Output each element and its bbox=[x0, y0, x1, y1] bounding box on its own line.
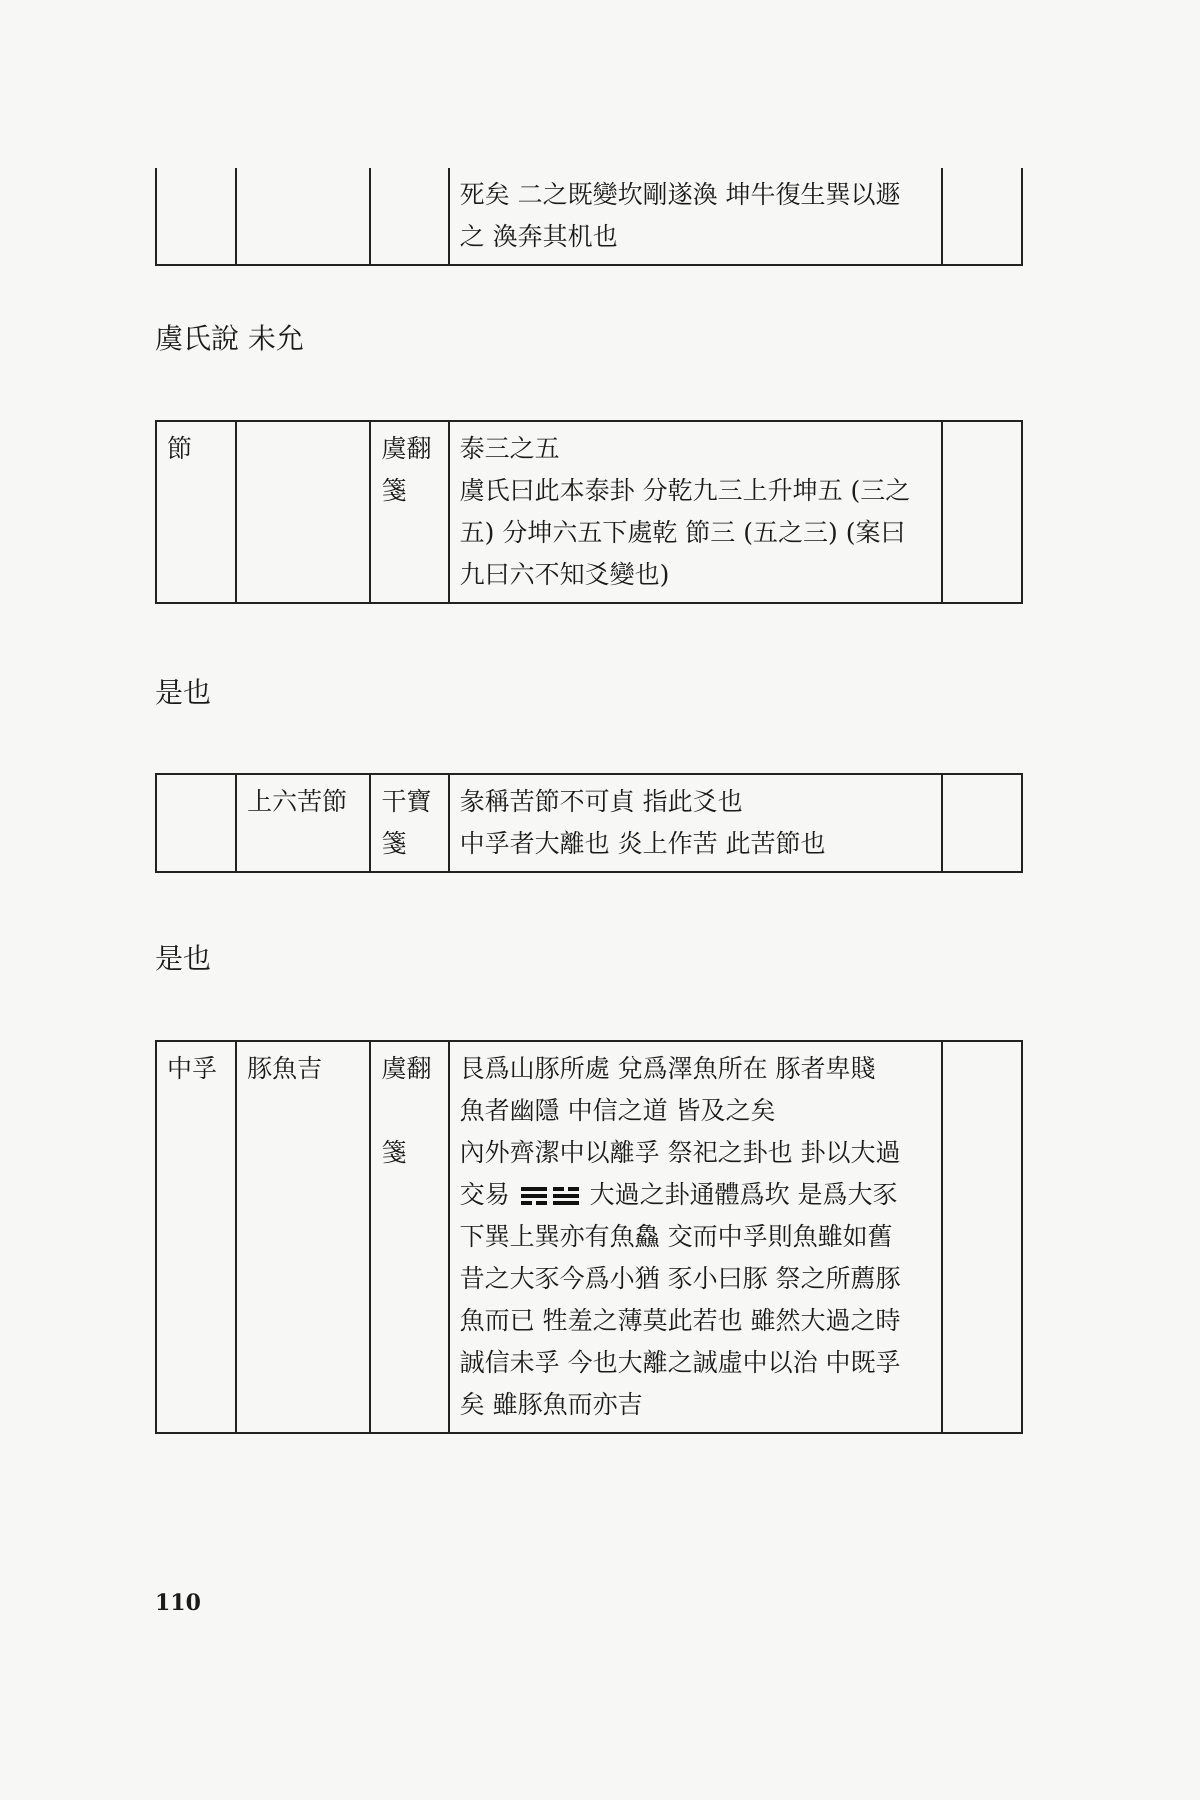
commentary-table-3 bbox=[155, 773, 1023, 873]
source-cell bbox=[370, 421, 448, 603]
commentary-line: 魚者幽隱 中信之道 皆及之矣 bbox=[459, 1096, 776, 1125]
source-cell bbox=[370, 168, 448, 265]
commentary-line: 艮爲山豚所處 兌爲澤魚所在 豚者卑賤 bbox=[459, 1054, 876, 1083]
commentary-table-2 bbox=[155, 420, 1023, 604]
commentary-line: 虞氏曰此本泰卦 分乾九三上升坤五 (三之 bbox=[459, 476, 911, 505]
hexagram-cell: 中孚 bbox=[156, 1041, 236, 1433]
line-text-cell bbox=[236, 421, 370, 603]
trigram-icon bbox=[521, 1187, 547, 1207]
commentary-line: 下巽上巽亦有魚鱻 交而中孚則魚雖如舊 bbox=[459, 1222, 893, 1251]
trigram-icon bbox=[553, 1187, 579, 1207]
commentary-line: 死矣 二之既變坎剛遂渙 坤牛復生巽以遯 bbox=[459, 180, 901, 209]
commentary-line: 之 渙奔其机也 bbox=[459, 222, 618, 251]
commentary-line-rest: 大過之卦通體爲坎 是爲大豕 bbox=[589, 1180, 898, 1209]
commentary-line: 昔之大豕今爲小猶 豕小曰豚 祭之所薦豚 bbox=[459, 1264, 901, 1293]
commentary-line: 內外齊潔中以離孚 祭祀之卦也 卦以大過 bbox=[459, 1138, 901, 1167]
line-text-cell bbox=[236, 168, 370, 265]
line-text-cell: 豚魚吉 bbox=[236, 1041, 370, 1433]
hexagram-cell bbox=[156, 168, 236, 265]
commentary-cell bbox=[449, 1041, 942, 1433]
remark-2: 是也 bbox=[155, 676, 212, 709]
commentary-table-4 bbox=[155, 1040, 1023, 1434]
commentary-line bbox=[460, 1174, 931, 1216]
remark-3: 是也 bbox=[155, 942, 212, 975]
note-cell bbox=[942, 774, 1022, 872]
commentary-line-prefix: 交易 bbox=[459, 1180, 510, 1209]
source-line: 箋 bbox=[381, 1138, 407, 1167]
commentary-cell bbox=[449, 774, 942, 872]
commentary-line: 泰三之五 bbox=[459, 434, 560, 463]
commentary-line: 五) 分坤六五下處乾 節三 (五之三) (案曰 bbox=[459, 518, 906, 547]
note-cell bbox=[942, 1041, 1022, 1433]
commentary-line: 中孚者大離也 炎上作苦 此苦節也 bbox=[459, 829, 826, 858]
commentary-cell bbox=[449, 421, 942, 603]
source-cell bbox=[370, 1041, 448, 1433]
source-line: 箋 bbox=[381, 476, 407, 505]
commentary-line: 魚而已 牲羞之薄莫此若也 雖然大過之時 bbox=[459, 1306, 901, 1335]
hexagram-cell bbox=[156, 774, 236, 872]
commentary-line: 矣 雖豚魚而亦吉 bbox=[459, 1390, 643, 1419]
source-line: 虞翻 bbox=[381, 434, 432, 463]
note-cell bbox=[942, 421, 1022, 603]
note-cell bbox=[942, 168, 1022, 265]
line-text-cell: 上六苦節 bbox=[236, 774, 370, 872]
commentary-line: 彖稱苦節不可貞 指此爻也 bbox=[459, 787, 743, 816]
source-line: 干寶 bbox=[381, 787, 432, 816]
source-line bbox=[381, 1090, 437, 1132]
source-line: 箋 bbox=[381, 829, 407, 858]
remark-1: 虞氏說 未允 bbox=[155, 322, 304, 355]
commentary-table-1 bbox=[155, 168, 1023, 266]
commentary-line: 誠信未孚 今也大離之誠虛中以治 中既孚 bbox=[459, 1348, 901, 1377]
commentary-line: 九曰六不知爻變也) bbox=[459, 560, 670, 589]
source-line: 虞翻 bbox=[381, 1054, 432, 1083]
page-number: 110 bbox=[155, 1590, 201, 1616]
commentary-cell bbox=[449, 168, 942, 265]
hexagram-cell: 節 bbox=[156, 421, 236, 603]
source-cell bbox=[370, 774, 448, 872]
